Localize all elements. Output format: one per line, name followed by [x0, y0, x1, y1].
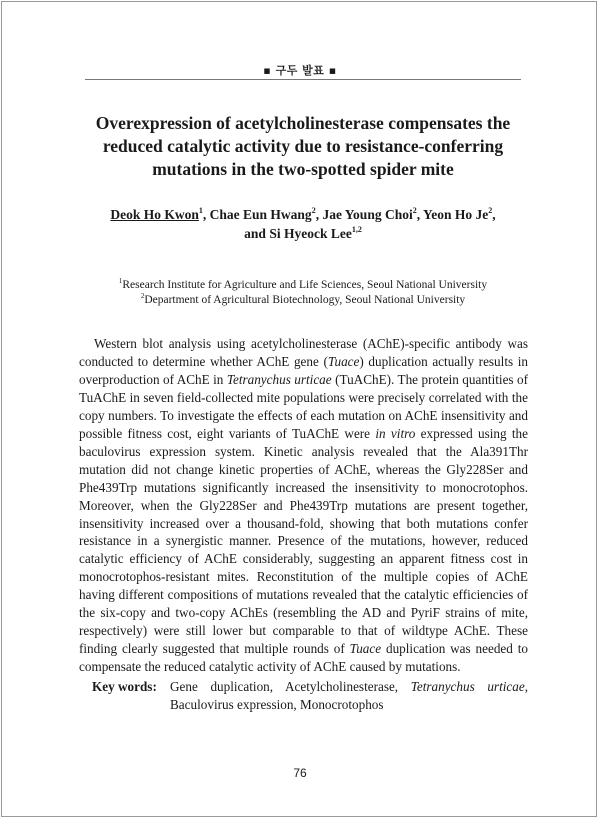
author-separator: ,: [492, 207, 496, 222]
author-affil-ref: 1,2: [351, 225, 362, 234]
abstract-text: ) duplication actually results in overproduction of AChE in: [79, 353, 528, 387]
author-separator: ,: [315, 207, 323, 222]
paper-title: Overexpression of acetylcholinesterase compensates the reduced catalytic activity due to resistance-conferring mutations in the two-spotted spider mite: [95, 113, 511, 179]
affiliation-item: [80, 278, 526, 293]
keywords-label: Key words:: [92, 679, 157, 694]
abstract-italic: in vitro: [375, 425, 416, 441]
author-name: Jae Young Choi: [322, 207, 413, 222]
keywords-italic: Tetranychus urticae: [410, 679, 525, 694]
author-affil-ref: 1: [198, 206, 203, 215]
author-name: Yeon Ho Je: [422, 207, 489, 222]
page-number: 76: [293, 766, 307, 780]
abstract-body: [79, 335, 528, 676]
abstract-text: (TuAChE). The protein quantities of TuAChE in seven field-collected mite populations were precisely correlated with the copy numbers. To investigate the effects of each mutation on AChE insensitivity and possible fitness cost, eight variants of TuAChE were: [79, 371, 528, 441]
affiliation-item: [80, 293, 526, 308]
author-affil-ref: 2: [311, 206, 316, 215]
author-affil-ref: 2: [488, 206, 493, 215]
author-conjunction: and: [244, 226, 270, 241]
section-tag: ▪ 구두 발표 ▪: [263, 64, 337, 77]
affiliation-text: Research Institute for Agriculture and Life Sciences, Seoul National University: [122, 279, 488, 291]
author-name: Si Hyeock Lee: [269, 226, 352, 241]
affiliation-text: Department of Agricultural Biotechnology, Seoul National University: [144, 294, 466, 306]
keywords-text: Gene duplication, Acetylcholinesterase,: [170, 679, 411, 694]
affiliation-marker: 1: [118, 277, 123, 285]
author-affil-ref: 2: [412, 206, 417, 215]
affiliation-list: [80, 278, 526, 308]
keywords-block: [92, 678, 528, 714]
header-divider: [85, 79, 521, 80]
abstract-italic: Tuace: [349, 641, 382, 657]
author-separator: ,: [202, 207, 210, 222]
keywords-list: [170, 678, 528, 714]
keywords-text: , Baculovirus expression, Monocrotophos: [170, 679, 528, 712]
author-name: Deok Ho Kwon: [110, 207, 199, 222]
abstract-text: Western blot analysis using acetylcholinesterase (AChE)-specific antibody was conducted to determine whether AChE gene (: [79, 336, 528, 369]
author-separator: ,: [416, 207, 423, 222]
abstract-text: duplication was needed to compensate the reduced catalytic activity of AChE caused by mutations.: [79, 641, 528, 675]
abstract-italic: Tuace: [327, 353, 360, 369]
abstract-italic: Tetranychus urticae: [226, 371, 332, 387]
author-list: [80, 205, 526, 243]
affiliation-marker: 2: [140, 292, 145, 300]
abstract-text: expressed using the baculovirus expression system. Kinetic analysis revealed that the Ala391Thr mutation did not change kinetic properties of AChE, whereas the Gly228Ser and Phe439Trp mutations significantly increased the insensitivity to monocrotophos. Moreover, when the Gly228Ser and Phe439Trp mutations are present together, insensitivity increased over a thousand-fold, showing that both mutations confer resistance in a synergistic manner. Presence of the mutations, however, reduced catalytic efficiency of AChE considerably, suggesting an apparent fitness cost in monocrotophos-resistant mites. Reconstitution of the multiple copies of AChE having different compositions of mutations revealed that the catalytic efficiencies of the six-copy and two-copy AChEs (resembling the AD and PyriF strains of mite, respectively) were still lower but comparable to that of wildtype AChE. These finding clearly suggested that multiple rounds of: [79, 425, 528, 657]
author-name: Chae Eun Hwang: [209, 207, 312, 222]
